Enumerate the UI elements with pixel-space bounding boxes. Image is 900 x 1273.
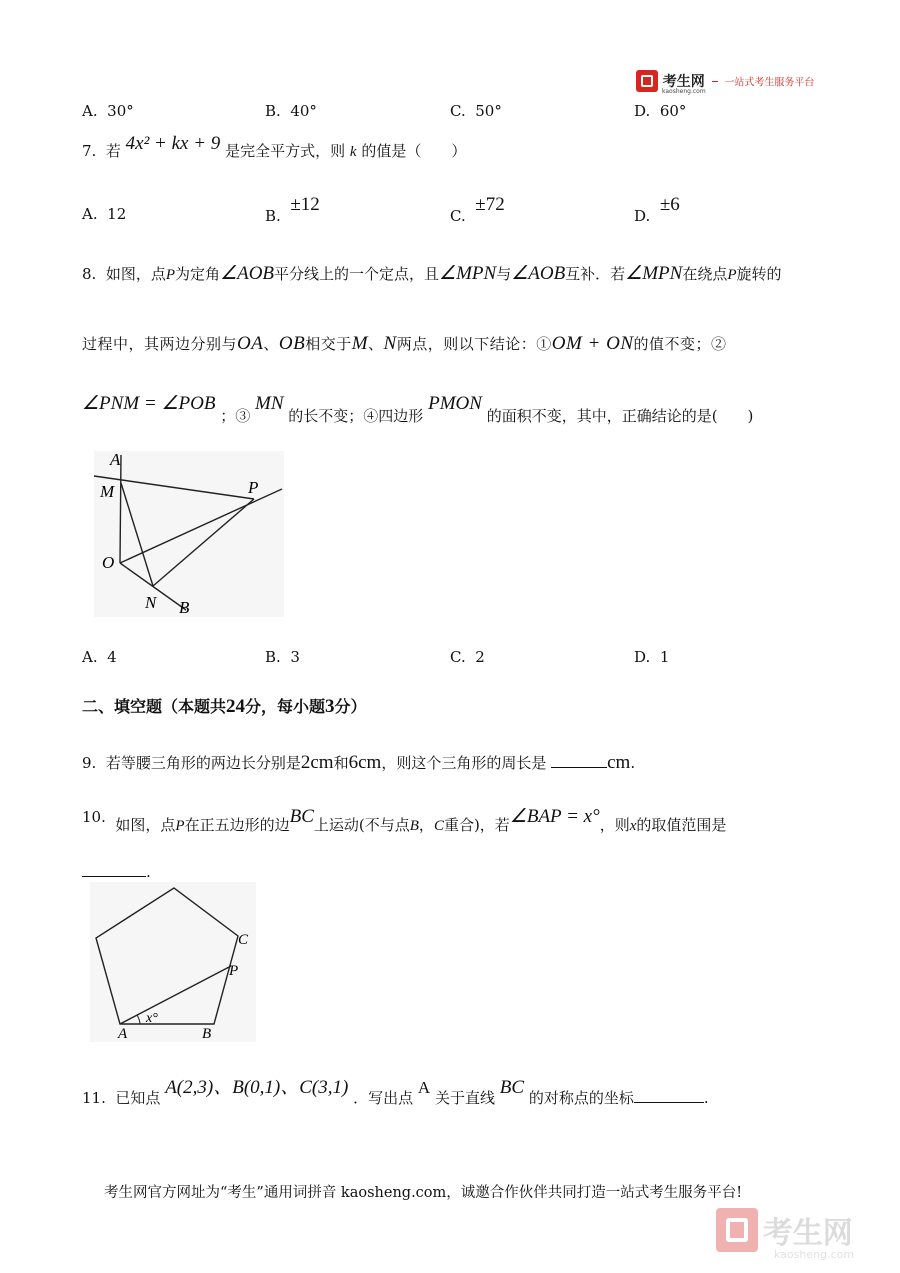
- question-10: 10. 如图，点P在正五边形的边BC上运动(不与点B，C重合)，若∠BAP = x°，则x的取值范围是: [82, 806, 727, 834]
- q6-option-d: D. 60°: [634, 102, 687, 120]
- question-9: 9. 若等腰三角形的两边长分别是2cm和6cm，则这个三角形的周长是 cm.: [82, 752, 636, 773]
- header-logo: [636, 70, 814, 96]
- q10-figure: [88, 880, 258, 1045]
- q8-figure-bg: [94, 451, 284, 617]
- question-8-line2: 过程中，其两边分别与OA、OB相交于M、N两点，则以下结论：①OM + ON的值不变；②: [82, 333, 727, 354]
- q7-expression: 4x² + kx + 9: [125, 133, 221, 154]
- q6-option-a: A. 30°: [82, 102, 134, 120]
- section-2-heading: 二、填空题（本题共24分，每小题3分）: [82, 696, 367, 717]
- footer-watermark: [716, 1208, 855, 1261]
- q11-answer-blank[interactable]: [634, 1088, 704, 1103]
- question-11: 11. 已知点 A(2,3)、B(0,1)、C(3,1) ．写出点 A 关于直线 BC 的对称点的坐标 .: [82, 1077, 709, 1107]
- q8-option-b: B. 3: [265, 648, 300, 666]
- label-m: M: [100, 482, 115, 501]
- logo-sub: kaosheng.com: [662, 88, 706, 95]
- watermark-icon: [716, 1208, 758, 1252]
- watermark-text: 考生网: [762, 1216, 853, 1251]
- label-p: P: [229, 963, 239, 979]
- q7-option-c: C. ±72: [450, 194, 505, 225]
- watermark-sub: kaosheng.com: [774, 1248, 855, 1261]
- q7-option-d: D. ±6: [634, 194, 680, 225]
- logo-divider: [712, 81, 718, 82]
- q7-option-b: B. ±12: [265, 194, 320, 225]
- label-c: C: [238, 932, 249, 948]
- q10-answer-blank[interactable]: [82, 862, 146, 877]
- logo-icon: [636, 70, 658, 92]
- q8-figure: [88, 445, 288, 620]
- question-7: 7. 若 4x² + kx + 9 是完全平方式，则 k 的值是（ ）: [82, 133, 467, 160]
- q7-option-a: A. 12: [82, 205, 127, 223]
- question-8-line1: 8. 如图，点P为定角∠AOB平分线上的一个定点，且∠MPN与∠AOB互补．若∠MPN在绕点P旋转的: [82, 263, 782, 284]
- label-n: N: [145, 593, 157, 612]
- label-a: A: [118, 1026, 128, 1042]
- question-8-line3: ∠PNM = ∠POB ；③ MN 的长不变；④四边形 PMON 的面积不变，其中，正确结论的是( ): [82, 393, 754, 425]
- header-slogan: 一站式考生服务平台: [724, 77, 815, 89]
- footer-text: 考生网官方网址为“考生”通用词拼音 kaosheng.com，诚邀合作伙伴共同打造一站式考生服务平台!: [104, 1185, 743, 1201]
- label-o: O: [102, 553, 115, 572]
- label-angle-x: x°: [146, 1011, 158, 1026]
- label-a: A: [110, 450, 121, 469]
- ray-oa: [120, 455, 121, 563]
- label-b: B: [179, 598, 190, 617]
- q10-answer-line: .: [82, 862, 151, 881]
- q9-answer-blank[interactable]: [551, 753, 607, 768]
- label-p: P: [248, 478, 259, 497]
- q8-option-a: A. 4: [82, 648, 117, 666]
- q6-option-c: C. 50°: [450, 102, 502, 120]
- logo-text: 考生网: [662, 74, 705, 90]
- label-b: B: [202, 1026, 212, 1042]
- q6-option-b: B. 40°: [265, 102, 317, 120]
- q8-option-c: C. 2: [450, 648, 485, 666]
- q8-option-d: D. 1: [634, 648, 670, 666]
